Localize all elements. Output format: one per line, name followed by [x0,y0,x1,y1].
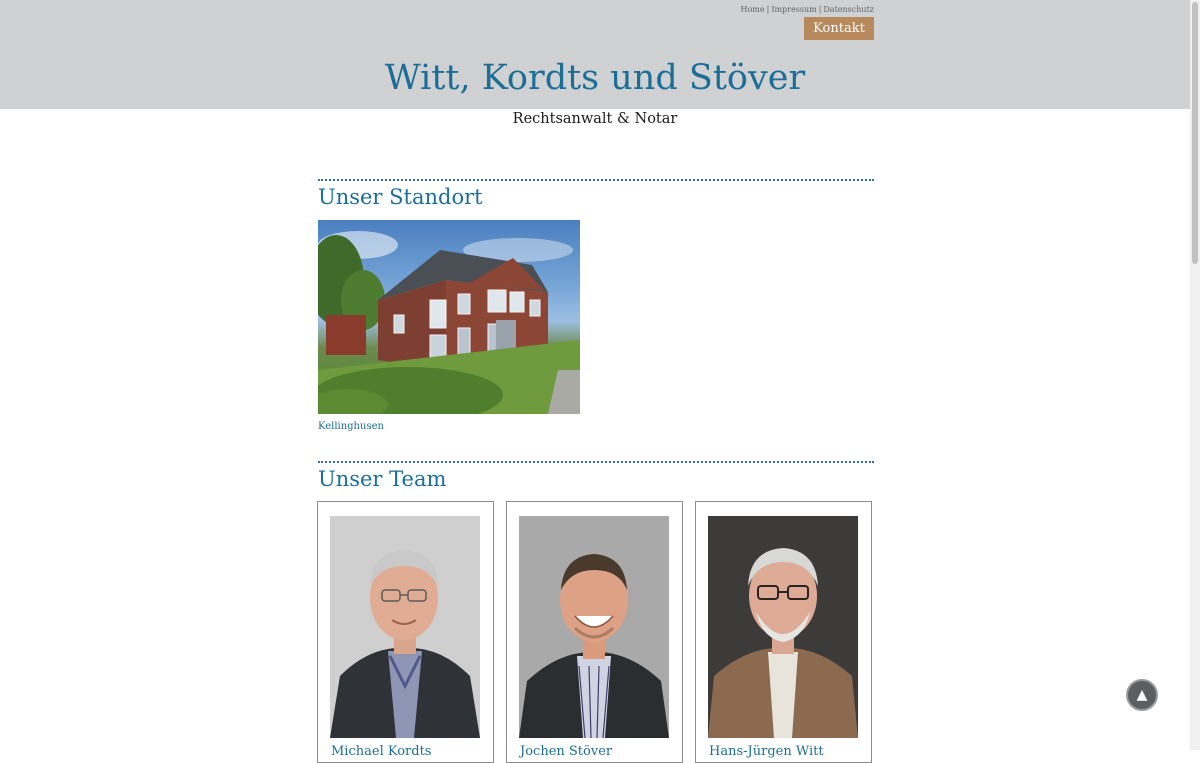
person-illustration [330,516,480,738]
person-illustration [519,516,669,738]
nav-link-home[interactable]: Home [740,5,765,14]
team-heading: Unser Team [318,467,447,491]
scrollbar-thumb[interactable] [1192,2,1198,264]
person-illustration [708,516,858,738]
member-portrait[interactable] [330,516,480,738]
member-portrait[interactable] [708,516,858,738]
member-name[interactable]: Jochen Stöver [520,744,613,759]
team-card[interactable] [317,501,494,763]
chevron-up-icon: ▲ [1136,687,1148,703]
nav-separator: | [766,5,770,14]
top-navigation [740,5,874,14]
section-divider [318,461,874,463]
site-subtitle: Rechtsanwalt & Notar [512,111,678,127]
member-name[interactable]: Hans-Jürgen Witt [709,744,824,759]
section-divider [318,179,874,181]
contact-button[interactable]: Kontakt [804,17,874,40]
team-card[interactable] [506,501,683,763]
location-heading: Unser Standort [318,185,483,209]
team-card[interactable] [695,501,872,763]
location-photo[interactable] [318,220,580,414]
location-caption[interactable]: Kellinghusen [318,421,384,432]
nav-link-impressum[interactable]: Impressum [771,5,817,14]
member-name[interactable]: Michael Kordts [331,744,432,759]
site-title[interactable]: Witt, Kordts und Stöver [384,58,806,98]
member-portrait[interactable] [519,516,669,738]
nav-separator: | [818,5,822,14]
building-illustration [318,220,580,414]
scroll-to-top-button[interactable] [1126,679,1158,711]
site-header [0,0,1190,109]
nav-link-datenschutz[interactable]: Datenschutz [823,5,874,14]
